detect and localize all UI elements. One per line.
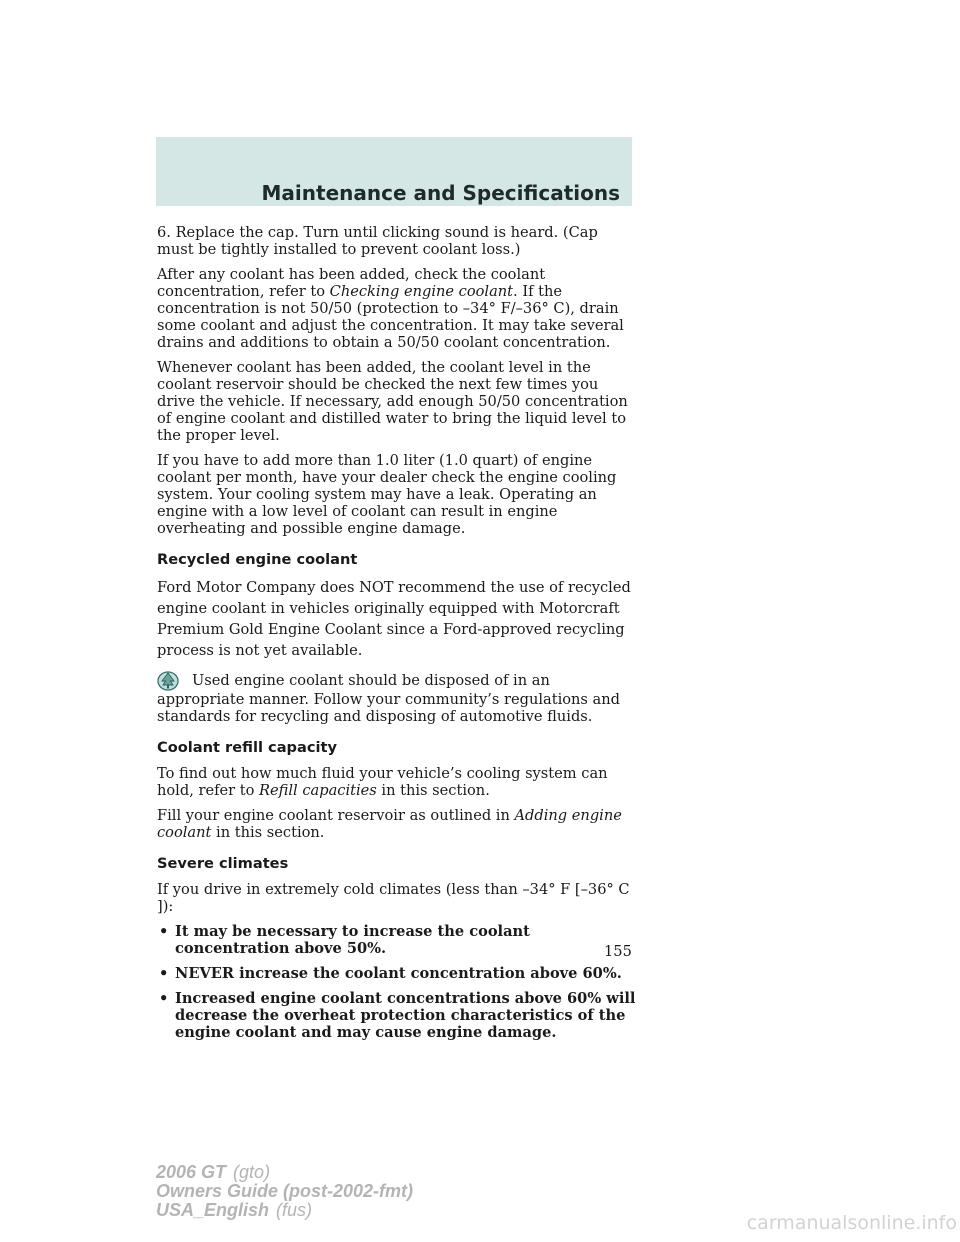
- recycled-coolant-heading: Recycled engine coolant: [157, 551, 358, 568]
- page-body: [157, 224, 637, 1049]
- footer-model-line: 2006 GT (gto): [156, 1162, 271, 1182]
- coolant-level-paragraph: Whenever coolant has been added, the coolant level in the coolant reservoir should be checked the next few times you drive the vehicle. If necessary, add enough 50/50 concentration of engine coolant and distilled water to bring the liquid level to the proper level.: [157, 359, 628, 444]
- refill-capacity-heading: Coolant refill capacity: [157, 739, 337, 756]
- list-item: • NEVER increase the coolant concentration above 60%.: [157, 965, 637, 982]
- section-title: Maintenance and Specifications: [261, 181, 620, 205]
- refill-capacity-paragraph: To find out how much fluid your vehicle’s cooling system can hold, refer to Refill capacities in this section.: [157, 765, 608, 799]
- concentration-paragraph: After any coolant has been added, check the coolant concentration, refer to Checking engine coolant. If the concentration is not 50/50 (protection to –34° F/–36° C), drain some coolant and adjust the concentration. It may take several drains and additions to obtain a 50/50 coolant concentration.: [157, 266, 624, 351]
- footer-language-line: USA_English (fus): [156, 1200, 313, 1220]
- section-header-band: [156, 137, 632, 206]
- footer-guide-line: Owners Guide (post-2002-fmt): [156, 1181, 414, 1201]
- disposal-paragraph: Used engine coolant should be disposed of in an appropriate manner. Follow your community’s regulations and standards for recycling and disposing of automotive fluids.: [157, 669, 637, 725]
- severe-climates-intro: If you drive in extremely cold climates (less than –34° F [–36° C ]):: [157, 881, 630, 915]
- fill-reservoir-paragraph: Fill your engine coolant reservoir as outlined in Adding engine coolant in this section.: [157, 807, 622, 841]
- recycled-coolant-paragraph: Ford Motor Company does NOT recommend the use of recycled engine coolant in vehicles originally equipped with Motorcraft Premium Gold Engine Coolant since a Ford-approved recycling process is not yet available.: [157, 579, 631, 659]
- coolant-leak-paragraph: If you have to add more than 1.0 liter (1.0 quart) of engine coolant per month, have your dealer check the engine cooling system. Your cooling system may have a leak. Operating an engine with a low level of coolant can result in engine overheating and possible engine damage.: [157, 452, 617, 537]
- site-watermark: carmanualsonline.info: [746, 1212, 957, 1234]
- refill-capacities-reference: Refill capacities: [259, 782, 377, 799]
- adding-coolant-reference: Adding engine coolant: [157, 807, 622, 841]
- list-item: • It may be necessary to increase the coolant concentration above 50%.: [157, 923, 637, 957]
- document-footer: [156, 1163, 413, 1220]
- list-item: • Increased engine coolant concentrations above 60% will decrease the overheat protection characteristics of the engine coolant and may cause engine damage.: [157, 990, 637, 1041]
- environment-tree-icon: [157, 669, 179, 691]
- page-number: 155: [604, 943, 632, 960]
- severe-climates-list: [157, 923, 637, 1041]
- checking-coolant-reference: Checking engine coolant: [329, 283, 514, 300]
- severe-climates-heading: Severe climates: [157, 855, 289, 872]
- step-6-paragraph: 6. Replace the cap. Turn until clicking sound is heard. (Cap must be tightly installed to prevent coolant loss.): [157, 224, 598, 258]
